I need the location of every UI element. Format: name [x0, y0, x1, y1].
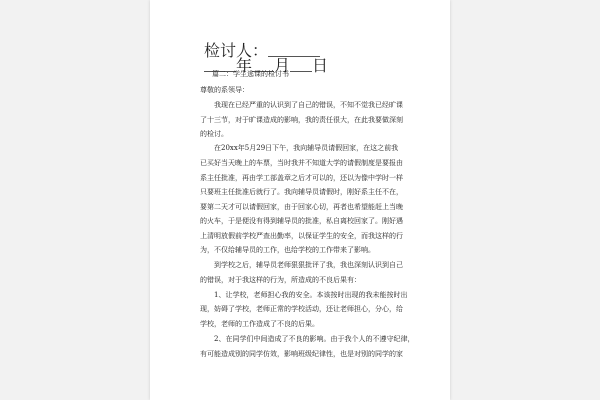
body-line: 有可能造成别的同学仿效，影响班级纪律性，也是对别的同学的家	[200, 350, 403, 358]
body-line: 了十三节，对于旷课造成的影响，我的责任很大，在此我要做深刻	[200, 116, 403, 124]
body-line: 已买好当天晚上的车票，当时我并不知道大学的请假制度是要报由	[200, 159, 403, 167]
body-line: 到学校之后，辅导员老师狠狠批评了我，我也深刻认识到自己	[214, 261, 403, 269]
body-line: 的检讨。	[200, 130, 228, 138]
day-blank	[290, 63, 312, 72]
body-line: 上清明放假前学校严查出勤率，以保证学生的安全，而我这样的行	[200, 232, 403, 240]
body-line: 学校，老师的工作造成了不良的后果。	[200, 320, 319, 328]
body-line: 2、在同学们中间造成了不良的影响。由于我个人的不遵守纪律，	[214, 335, 415, 343]
body-line: 要第二天才可以请假回家，由于回家心切，再者也希望能赶上当晚	[200, 203, 403, 211]
reviewer-label: 检讨人：	[204, 41, 269, 60]
body-line: 的错误，对于我这样的行为，所造成的不良后果有：	[200, 276, 361, 284]
body-line: 在20xx年5月29日下午，我向辅导员请假回家，在这之前我	[214, 144, 399, 152]
body-line: 我现在已经严重的认识到了自己的错误，不知不觉我已经旷课	[214, 101, 403, 109]
body-line: 系主任批准，再由学工部盖章之后才可以的，还以为像中学时一样	[200, 174, 403, 182]
body-line: 的火车，于是便没有得到辅导员的批准，私自离校回家了。刚好遇	[200, 217, 403, 225]
salutation: 尊敬的系领导：	[200, 86, 249, 94]
year-label: 年	[236, 56, 253, 75]
day-label: 日	[312, 56, 329, 75]
month-label: 月	[274, 56, 291, 75]
section-title: 篇二：学生逃课的检讨书	[212, 70, 289, 78]
body-line: 为，不仅给辅导员的工作，也给学校的工作带来了影响。	[200, 246, 375, 254]
body-line: 1、让学校，老师担心我的安全。本该按时出现的我未能按时出	[214, 291, 408, 299]
body-line: 现，妨碍了学校，老师正常的学校活动，还让老师担心，分心，给	[200, 305, 403, 313]
body-line: 只要班主任批准后就行了。我向辅导员请假时，刚好系主任不在，	[200, 188, 403, 196]
